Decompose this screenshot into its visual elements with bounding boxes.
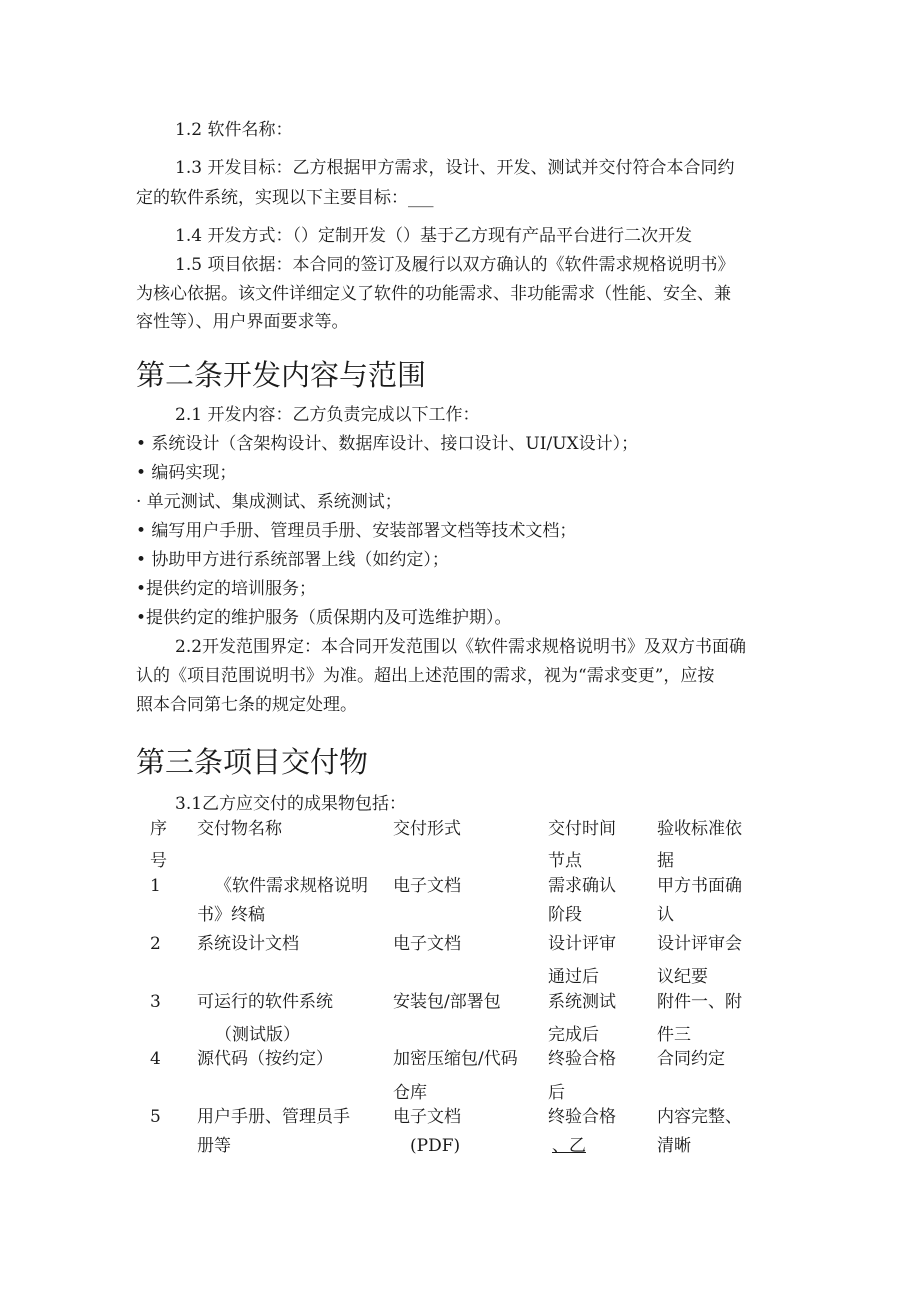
- cell-no: 5: [150, 1107, 161, 1127]
- cell-time-cont: 阶段: [548, 905, 582, 925]
- cell-criteria-cont: 清晰: [657, 1136, 691, 1156]
- cell-name-cont: （测试版）: [215, 1025, 300, 1045]
- cell-form-cont: (PDF): [410, 1136, 461, 1156]
- para-1-3-line2: 定的软件系统，实现以下主要目标：___: [136, 188, 434, 208]
- cell-time-cont: 完成后: [548, 1025, 599, 1045]
- cell-name: 用户手册、管理员手: [197, 1107, 350, 1127]
- bullet-item: • 编码实现；: [136, 463, 237, 483]
- cell-no: 1: [150, 876, 161, 896]
- cell-criteria: 设计评审会: [657, 934, 742, 954]
- cell-form: 电子文档: [393, 876, 461, 896]
- bullet-item: •提供约定的维护服务（质保期内及可选维护期）。: [136, 608, 512, 628]
- header-form: 交付形式: [393, 819, 461, 839]
- cell-time-cont: 后: [548, 1083, 565, 1103]
- cell-time: 需求确认: [548, 876, 616, 896]
- cell-criteria: 合同约定: [657, 1049, 725, 1069]
- para-1-2: 1.2 软件名称：: [175, 120, 293, 140]
- heading-section-3: 第三条项目交付物: [136, 745, 369, 779]
- bullet-item: • 协助甲方进行系统部署上线（如约定）；: [136, 550, 449, 570]
- cell-criteria: 附件一、附: [657, 992, 742, 1012]
- cell-name-cont: 册等: [197, 1136, 231, 1156]
- bullet-item: • 系统设计（含架构设计、数据库设计、接口设计、UI/UX设计）；: [136, 434, 639, 454]
- cell-form: 电子文档: [393, 1107, 461, 1127]
- heading-section-2: 第二条开发内容与范围: [136, 358, 427, 392]
- para-1-5-line3: 容性等）、用户界面要求等。: [136, 312, 349, 332]
- cell-name: 可运行的软件系统: [197, 992, 333, 1012]
- cell-criteria-cont: 认: [657, 905, 674, 925]
- header-criteria-1: 验收标准依: [657, 819, 742, 839]
- cell-time: 终验合格: [548, 1107, 616, 1127]
- cell-no: 3: [150, 992, 161, 1012]
- cell-name: 系统设计文档: [197, 934, 299, 954]
- para-2-2-line2: 认的《项目范围说明书》为准。超出上述范围的需求，视为“需求变更”，应按: [136, 666, 715, 686]
- cell-time: 终验合格: [548, 1049, 616, 1069]
- para-1-4: 1.4 开发方式：（）定制开发（）基于乙方现有产品平台进行二次开发: [175, 226, 692, 246]
- bullet-item: • 编写用户手册、管理员手册、安装部署文档等技术文档；: [136, 521, 577, 541]
- cell-time-cont: 、乙: [552, 1136, 586, 1156]
- cell-criteria-cont: 件三: [657, 1025, 691, 1045]
- para-2-2-line1: 2.2开发范围界定：本合同开发范围以《软件需求规格说明书》及双方书面确: [175, 637, 747, 657]
- cell-form-cont: 仓库: [393, 1083, 427, 1103]
- cell-name: 源代码（按约定）: [197, 1049, 333, 1069]
- para-2-2-line3: 照本合同第七条的规定处理。: [136, 695, 357, 715]
- cell-no: 4: [150, 1049, 161, 1069]
- cell-no: 2: [150, 934, 161, 954]
- cell-criteria: 内容完整、: [657, 1107, 742, 1127]
- para-2-1: 2.1 开发内容：乙方负责完成以下工作：: [175, 405, 480, 425]
- bullet-item: · 单元测试、集成测试、系统测试；: [136, 492, 402, 512]
- para-1-5-line1: 1.5 项目依据：本合同的签订及履行以双方确认的《软件需求规格说明书》: [175, 255, 735, 275]
- cell-time: 设计评审: [548, 934, 616, 954]
- header-time-2: 节点: [548, 851, 582, 871]
- cell-time: 系统测试: [548, 992, 616, 1012]
- cell-time-cont: 通过后: [548, 967, 599, 987]
- header-name: 交付物名称: [197, 819, 282, 839]
- header-no-2: 号: [150, 851, 167, 871]
- cell-name-cont: 书》终稿: [197, 905, 265, 925]
- header-criteria-2: 据: [657, 851, 674, 871]
- para-1-5-line2: 为核心依据。该文件详细定义了软件的功能需求、非功能需求（性能、安全、兼: [136, 284, 731, 304]
- cell-criteria-cont: 议纪要: [657, 967, 708, 987]
- cell-criteria: 甲方书面确: [657, 876, 742, 896]
- bullet-item: •提供约定的培训服务；: [136, 579, 317, 599]
- cell-form: 安装包/部署包: [393, 992, 501, 1012]
- cell-name: 《软件需求规格说明: [215, 876, 368, 896]
- cell-form: 电子文档: [393, 934, 461, 954]
- para-1-3-line1: 1.3 开发目标：乙方根据甲方需求，设计、开发、测试并交付符合本合同约: [175, 158, 735, 178]
- cell-form: 加密压缩包/代码: [393, 1049, 518, 1069]
- para-3-1: 3.1乙方应交付的成果物包括：: [175, 794, 407, 814]
- header-no-1: 序: [150, 819, 167, 839]
- header-time-1: 交付时间: [548, 819, 616, 839]
